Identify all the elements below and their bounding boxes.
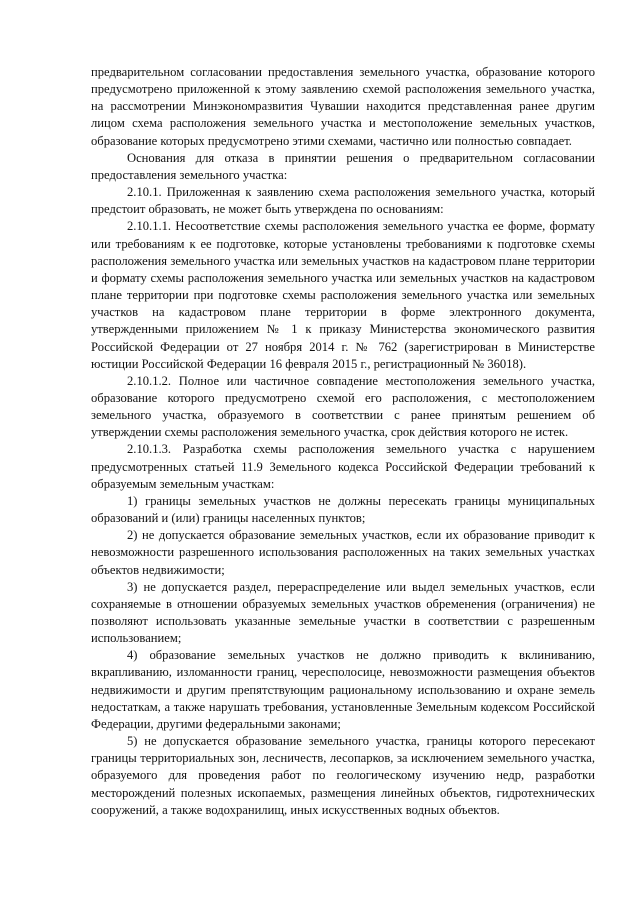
paragraph-2-10-1-1: 2.10.1.1. Несоответствие схемы расположения земельного участка ее форме, формату или требованиям к ее подготовке, которые установлены требованиями к подготовке схемы расположения земельного участка или земельных участков на кадастровом плане территории и формату схемы расположения земельного участка или земельных участков на кадастровом плане территории при подготовке схемы расположения земельного участка или земельных участков на кадастровом плане территории в форме электронного документа, утвержденными приложением № 1 к приказу Министерства экономического развития Российской Федерации от 27 ноября 2014 г. № 762 (зарегистрирован в Министерстве юстиции Российской Федерации 16 февраля 2015 г., регистрационный № 36018). <box>91 219 595 371</box>
document-page <box>91 64 595 819</box>
paragraph-grounds-intro: Основания для отказа в принятии решения о предварительном согласовании предоставления земельного участка: <box>91 150 595 182</box>
list-item-1: 1) границы земельных участков не должны пересекать границы муниципальных образований и (или) границы населенных пунктов; <box>91 493 595 526</box>
paragraph-2-10-1-3: 2.10.1.3. Разработка схемы расположения земельного участка с нарушением предусмотренных статьей 11.9 Земельного кодекса Российской Федерации требований к образуемым земельным участкам: <box>91 442 595 491</box>
list-item-5: 5) не допускается образование земельного участка, границы которого пересекают границы территориальных зон, лесничеств, лесопарков, за исключением земельного участка, образуемого для проведения работ по геологическому изучению недр, разработки месторождений полезных ископаемых, размещения линейных объектов, гидротехнических сооружений, а также водохранилищ, иных искусственных водных объектов. <box>91 734 595 817</box>
list-item-2: 2) не допускается образование земельных участков, если их образование приводит к невозможности разрешенного использования расположенных на таких земельных участках объектов недвижимости; <box>91 528 595 577</box>
list-item-3: 3) не допускается раздел, перераспределение или выдел земельных участков, если сохраняемые в отношении образуемых земельных участков обременения (ограничения) не позволяют использовать указанные земельные участки в соответствии с разрешенным использованием; <box>91 579 595 646</box>
paragraph-continuation: предварительном согласовании предоставления земельного участка, образование которого предусмотрено приложенной к этому заявлению схемой расположения земельного участка, на рассмотрении Минэкономразвития Чувашии находится представленная ранее другим лицом схема расположения земельного участка и местоположение земельных участков, образование которых предусмотрено этими схемами, частично или полностью совпадает. <box>91 65 595 148</box>
list-item-4: 4) образование земельных участков не должно приводить к вклиниванию, вкрапливанию, изломанности границ, чересполосице, невозможности размещения объектов недвижимости и другим препятствующим рациональному использованию и охране земель недостаткам, а также нарушать требования, установленные Земельным кодексом Российской Федерации, другими федеральными законами; <box>91 648 595 731</box>
paragraph-2-10-1: 2.10.1. Приложенная к заявлению схема расположения земельного участка, который предстоит образовать, не может быть утверждена по основаниям: <box>91 185 595 217</box>
paragraph-2-10-1-2: 2.10.1.2. Полное или частичное совпадение местоположения земельного участка, образование которого предусмотрено схемой его расположения, с местоположением земельного участка, образуемого в соответствии с ранее принятым решением об утверждении схемы расположения земельного участка, срок действия которого не истек. <box>91 373 595 440</box>
